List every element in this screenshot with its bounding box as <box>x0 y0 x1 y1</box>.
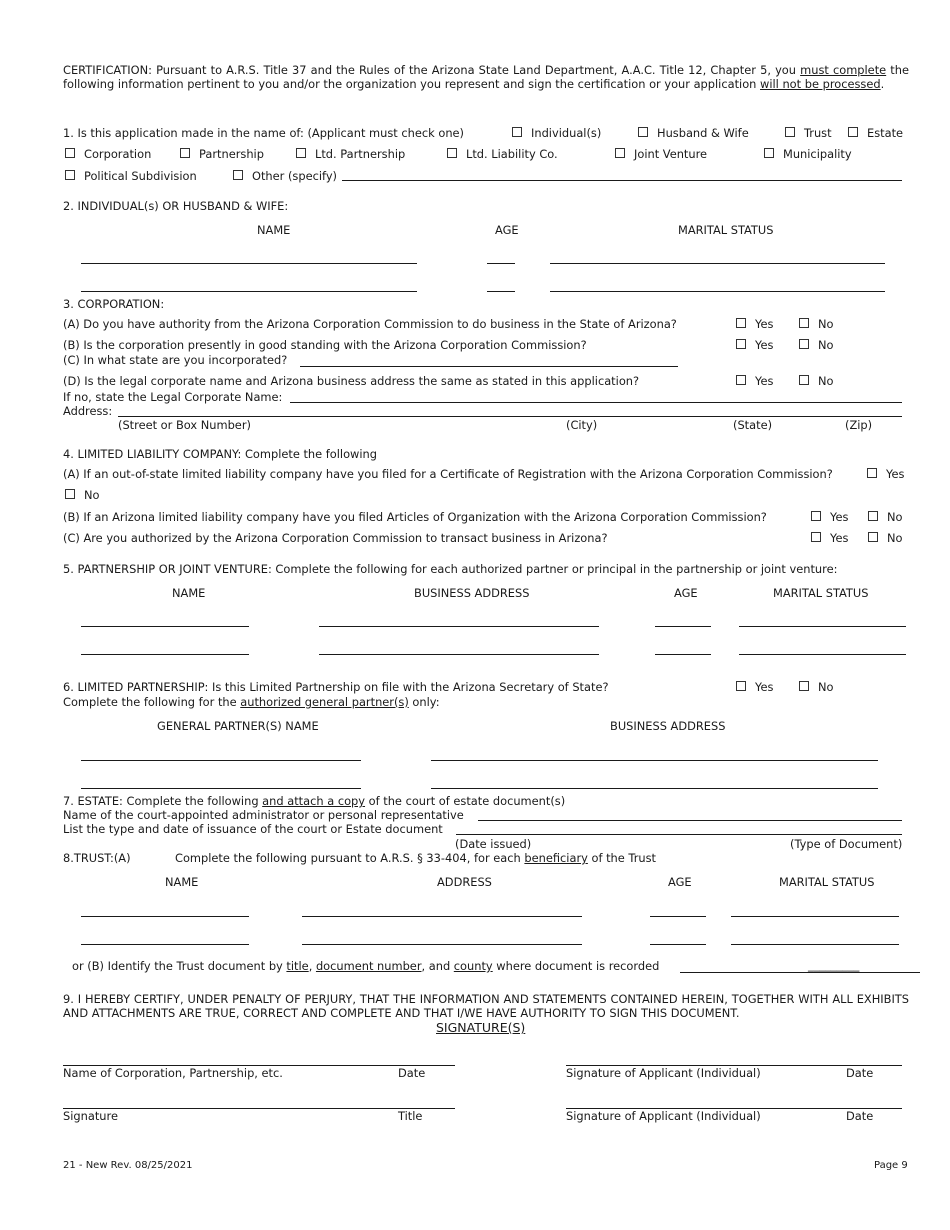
s8-name-line[interactable] <box>81 916 249 917</box>
s3-question-b: (B) Is the corporation presently in good standing with the Arizona Corporation Commission? <box>63 338 587 352</box>
s4-title: 4. LIMITED LIABILITY COMPANY: Complete the following <box>63 447 377 461</box>
s8-trust-document-instruction: or (B) Identify the Trust document by title, document number, and county where document is recorded <box>72 959 660 973</box>
legal-corporate-name-line[interactable] <box>290 402 902 403</box>
footer-revision: 21 - New Rev. 08/25/2021 <box>63 1160 193 1171</box>
s8-age-line[interactable] <box>650 916 706 917</box>
other-specify-line[interactable] <box>342 180 902 181</box>
s6-address-header: BUSINESS ADDRESS <box>610 719 726 733</box>
s5-name-header: NAME <box>172 586 206 600</box>
s6-yes-checkbox[interactable]: Yes <box>736 680 773 694</box>
type-document-caption: (Type of Document) <box>790 837 903 851</box>
s4c-no-checkbox[interactable]: No <box>868 531 903 545</box>
s4c-yes-checkbox[interactable]: Yes <box>811 531 848 545</box>
checkbox-political-subdivision[interactable]: Political Subdivision <box>65 169 197 183</box>
page-number: Page 9 <box>874 1160 908 1171</box>
s5-marital-header: MARITAL STATUS <box>773 586 869 600</box>
s8-age-header: AGE <box>668 875 692 889</box>
s6-instruction: Complete the following for the authorized general partner(s) only: <box>63 695 440 709</box>
s3a-yes-checkbox[interactable]: Yes <box>736 317 773 331</box>
checkbox-estate[interactable]: Estate <box>848 126 903 140</box>
s4-question-a: (A) If an out-of-state limited liability company have you filed for a Certificate of Registration with the Arizona Corporation Commission? <box>63 467 833 481</box>
s3d-no-checkbox[interactable]: No <box>799 374 834 388</box>
date-issued-caption: (Date issued) <box>455 837 532 851</box>
s2-age-line[interactable] <box>487 263 515 264</box>
s5-name-line[interactable] <box>81 626 249 627</box>
s8-marital-line[interactable] <box>731 916 899 917</box>
s7-document-label: List the type and date of issuance of the court or Estate document <box>63 822 443 836</box>
trust-document-blank: _________ <box>808 958 860 972</box>
s6-gp-name-line[interactable] <box>81 788 361 789</box>
s3d-yes-checkbox[interactable]: Yes <box>736 374 773 388</box>
s3a-no-checkbox[interactable]: No <box>799 317 834 331</box>
signature-caption: Signature <box>63 1109 118 1123</box>
s8-lead: 8.TRUST:(A) <box>63 851 131 865</box>
s3b-yes-checkbox[interactable]: Yes <box>736 338 773 352</box>
checkbox-individuals[interactable]: Individual(s) <box>512 126 601 140</box>
s6-gp-name-line[interactable] <box>81 760 361 761</box>
s8-marital-header: MARITAL STATUS <box>779 875 875 889</box>
s5-title: 5. PARTNERSHIP OR JOINT VENTURE: Complete the following for each authorized partner or principal in the partnership or joint venture: <box>63 562 838 576</box>
s8-address-header: ADDRESS <box>437 875 492 889</box>
corporate-address-line[interactable] <box>118 416 902 417</box>
s2-name-line[interactable] <box>81 291 417 292</box>
s5-address-header: BUSINESS ADDRESS <box>414 586 530 600</box>
s6-title: 6. LIMITED PARTNERSHIP: Is this Limited Partnership on file with the Arizona Secretary of State? <box>63 680 609 694</box>
s4-question-c: (C) Are you authorized by the Arizona Corporation Commission to transact business in Arizona? <box>63 531 608 545</box>
incorporated-state-line[interactable] <box>300 366 678 367</box>
s4b-no-checkbox[interactable]: No <box>868 510 903 524</box>
s7-title: 7. ESTATE: Complete the following and attach a copy of the court of estate document(s) <box>63 794 566 808</box>
s2-marital-line[interactable] <box>550 263 885 264</box>
s2-name-header: NAME <box>257 223 291 237</box>
applicant-signature-caption: Signature of Applicant (Individual) <box>566 1109 761 1123</box>
checkbox-corporation[interactable]: Corporation <box>65 147 151 161</box>
s9-certification-statement: 9. I HEREBY CERTIFY, UNDER PENALTY OF PERJURY, THAT THE INFORMATION AND STATEMENTS CONTAINED HEREIN, TOGETHER WITH ALL EXHIBITS AND ATTACHMENTS ARE TRUE, CORRECT AND COMPLETE AND THAT I/WE HAVE AUTHORITY TO SIGN THIS DOCUMENT. <box>63 992 909 1020</box>
checkbox-trust[interactable]: Trust <box>785 126 832 140</box>
date-caption: Date <box>846 1109 874 1123</box>
s1-question: 1. Is this application made in the name of: (Applicant must check one) <box>63 126 464 140</box>
s7-administrator-label: Name of the court-appointed administrator or personal representative <box>63 808 464 822</box>
estate-document-line[interactable] <box>456 834 902 835</box>
s3b-no-checkbox[interactable]: No <box>799 338 834 352</box>
s2-title: 2. INDIVIDUAL(s) OR HUSBAND & WIFE: <box>63 199 289 213</box>
date-caption: Date <box>846 1066 874 1080</box>
checkbox-husband-wife[interactable]: Husband & Wife <box>638 126 749 140</box>
checkbox-ltd-partnership[interactable]: Ltd. Partnership <box>296 147 405 161</box>
checkbox-ltd-liability-co[interactable]: Ltd. Liability Co. <box>447 147 558 161</box>
title-caption: Title <box>398 1109 423 1123</box>
street-caption: (Street or Box Number) <box>118 418 251 432</box>
city-caption: (City) <box>566 418 598 432</box>
s2-age-line[interactable] <box>487 291 515 292</box>
signatures-heading: SIGNATURE(S) <box>436 1020 526 1035</box>
s8-marital-line[interactable] <box>731 944 899 945</box>
s5-age-header: AGE <box>674 586 698 600</box>
s2-marital-line[interactable] <box>550 291 885 292</box>
s6-address-line[interactable] <box>431 788 878 789</box>
administrator-line[interactable] <box>478 820 902 821</box>
s5-address-line[interactable] <box>319 626 599 627</box>
signature-line[interactable] <box>63 1108 455 1109</box>
s6-no-checkbox[interactable]: No <box>799 680 834 694</box>
s8-address-line[interactable] <box>302 916 582 917</box>
s4a-yes-checkbox[interactable]: Yes <box>867 467 904 481</box>
s8-address-line[interactable] <box>302 944 582 945</box>
s6-address-line[interactable] <box>431 760 878 761</box>
s3-question-a: (A) Do you have authority from the Arizona Corporation Commission to do business in the State of Arizona? <box>63 317 677 331</box>
date-caption: Date <box>398 1066 426 1080</box>
state-caption: (State) <box>733 418 773 432</box>
checkbox-other[interactable]: Other (specify) <box>233 169 337 183</box>
s2-marital-header: MARITAL STATUS <box>678 223 774 237</box>
s2-name-line[interactable] <box>81 263 417 264</box>
s3-title: 3. CORPORATION: <box>63 297 165 311</box>
s8-name-header: NAME <box>165 875 199 889</box>
s4b-yes-checkbox[interactable]: Yes <box>811 510 848 524</box>
checkbox-joint-venture[interactable]: Joint Venture <box>615 147 707 161</box>
s3-ifno-label: If no, state the Legal Corporate Name: <box>63 390 283 404</box>
certification-paragraph: CERTIFICATION: Pursuant to A.R.S. Title 37 and the Rules of the Arizona State Land Department, A.A.C. Title 12, Chapter 5, you must complete the following information pertinent to you and/or the organization you represent and sign the certification or your application will not be processed. <box>63 63 909 91</box>
s3-question-d: (D) Is the legal corporate name and Arizona business address the same as stated in this application? <box>63 374 640 388</box>
checkbox-partnership[interactable]: Partnership <box>180 147 264 161</box>
s8-age-line[interactable] <box>650 944 706 945</box>
s5-marital-line[interactable] <box>739 626 906 627</box>
applicant-signature-caption: Signature of Applicant (Individual) <box>566 1066 761 1080</box>
corporation-name-caption: Name of Corporation, Partnership, etc. <box>63 1066 283 1080</box>
trust-document-line[interactable] <box>680 972 920 973</box>
s5-address-line[interactable] <box>319 654 599 655</box>
s6-gp-header: GENERAL PARTNER(S) NAME <box>157 719 319 733</box>
s3-address-label: Address: <box>63 404 113 418</box>
s3-question-c: (C) In what state are you incorporated? <box>63 353 288 367</box>
s4-question-b: (B) If an Arizona limited liability company have you filed Articles of Organization with the Arizona Corporation Commission? <box>63 510 767 524</box>
s8-instruction: Complete the following pursuant to A.R.S. § 33-404, for each beneficiary of the Trust <box>175 851 656 865</box>
s8-name-line[interactable] <box>81 944 249 945</box>
s4a-no-checkbox[interactable]: No <box>65 488 100 502</box>
checkbox-municipality[interactable]: Municipality <box>764 147 852 161</box>
s5-age-line[interactable] <box>655 626 711 627</box>
s2-age-header: AGE <box>495 223 519 237</box>
zip-caption: (Zip) <box>845 418 873 432</box>
s5-marital-line[interactable] <box>739 654 906 655</box>
s5-name-line[interactable] <box>81 654 249 655</box>
s5-age-line[interactable] <box>655 654 711 655</box>
